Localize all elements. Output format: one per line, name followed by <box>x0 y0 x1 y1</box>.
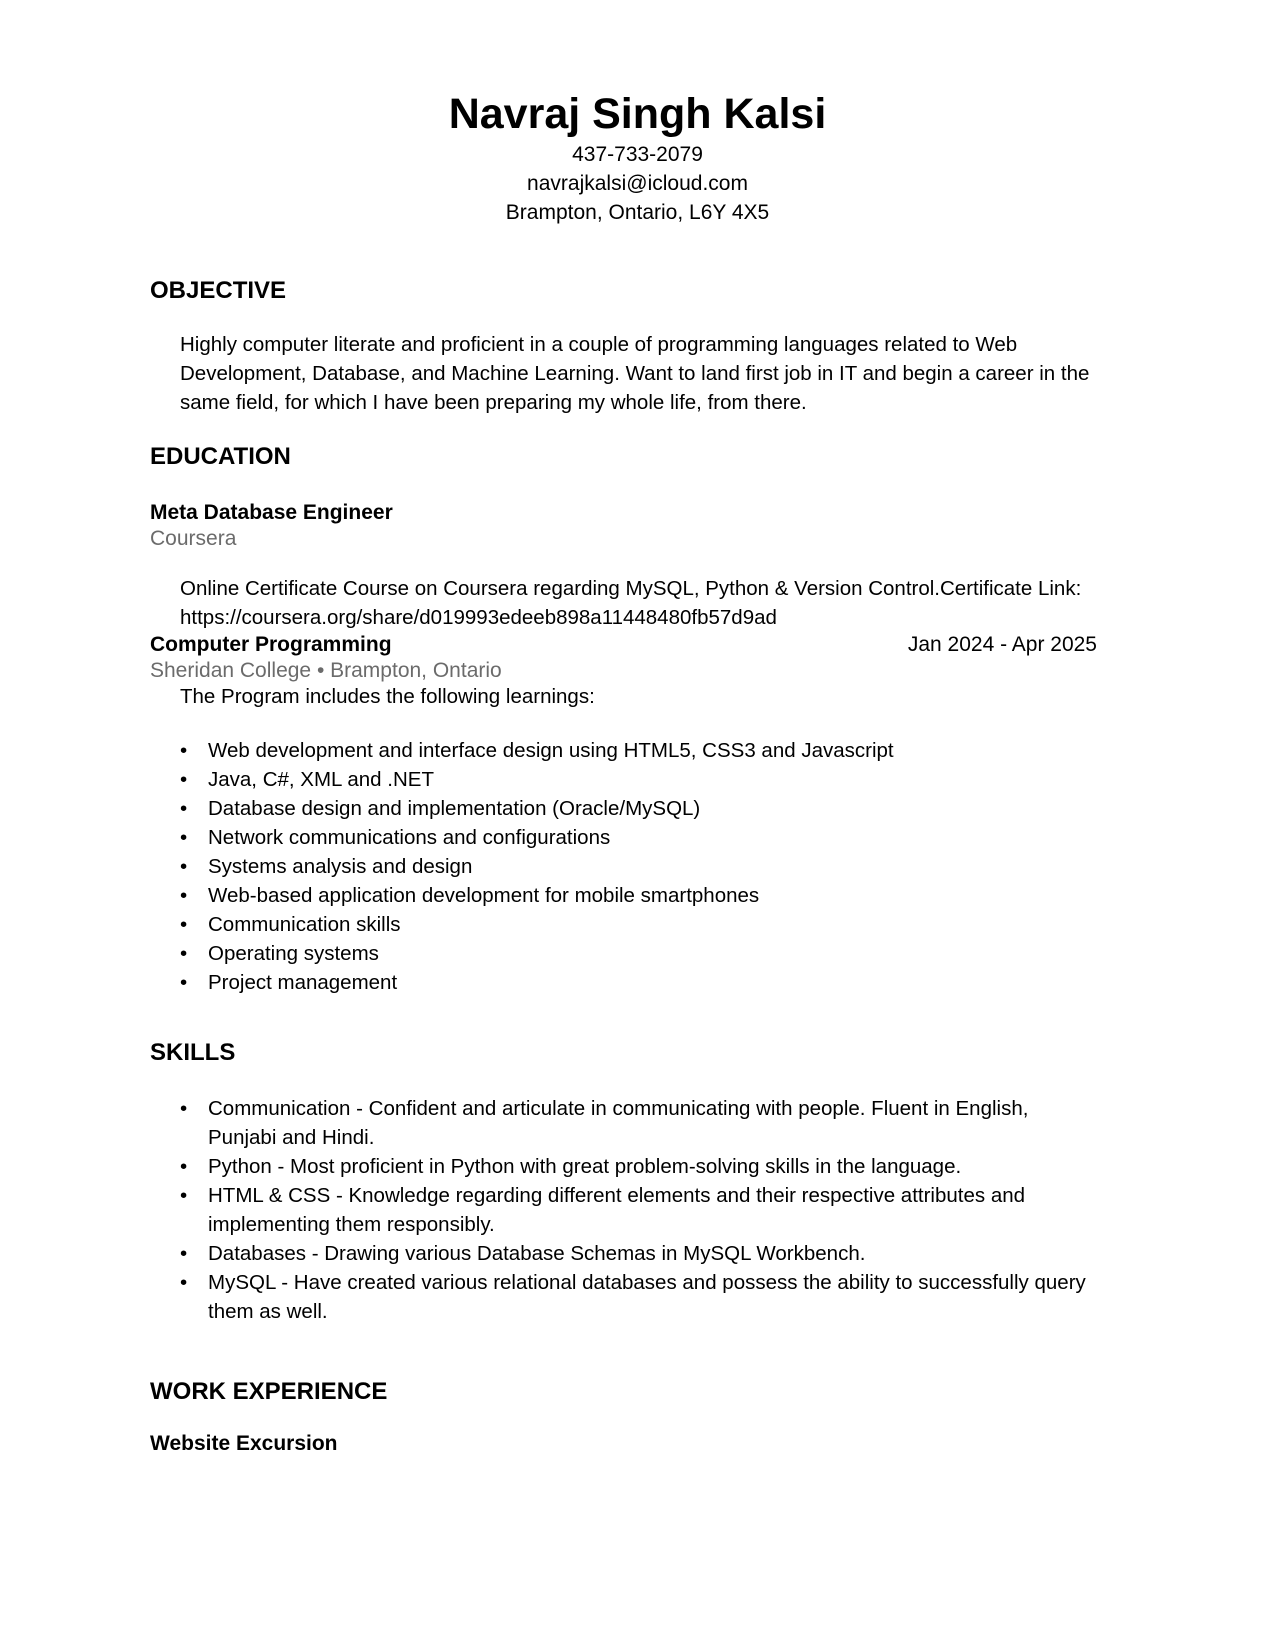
list-item: • Systems analysis and design <box>180 855 473 878</box>
entry-description: The Program includes the following learnings: <box>180 685 595 708</box>
list-item: • HTML & CSS - Knowledge regarding different elements and their respective attributes and implementing them responsibly. <box>180 1184 1026 1236</box>
education-entry-meta <box>150 500 1090 552</box>
location: Brampton, Ontario, L6Y 4X5 <box>505 201 770 224</box>
skills-list <box>180 1094 1100 1326</box>
list-item: • Communication - Confident and articulate in communicating with people. Fluent in English, Punjabi and Hindi. <box>180 1097 1029 1149</box>
email-address: navrajkalsi@icloud.com <box>527 172 748 195</box>
list-item: • Java, C#, XML and .NET <box>180 768 434 791</box>
list-item: • Operating systems <box>180 942 379 965</box>
program-learnings-list <box>180 736 1140 997</box>
list-item: • Network communications and configurations <box>180 826 611 849</box>
list-item: • Communication skills <box>180 913 401 936</box>
list-item: • Python - Most proficient in Python with great problem-solving skills in the language. <box>180 1155 962 1178</box>
entry-institution: Coursera <box>150 527 237 550</box>
list-item: • Web-based application development for mobile smartphones <box>180 884 760 907</box>
entry-title: Meta Database Engineer <box>150 501 393 524</box>
entry-institution: Sheridan College • Brampton, Ontario <box>150 659 502 682</box>
list-item: • Web development and interface design using HTML5, CSS3 and Javascript <box>180 739 894 762</box>
skills-heading: SKILLS <box>150 1039 236 1066</box>
education-heading: EDUCATION <box>150 443 291 470</box>
phone-number: 437-733-2079 <box>572 143 703 166</box>
entry-dates: Jan 2024 - Apr 2025 <box>907 633 1097 656</box>
resume-header <box>0 88 1275 227</box>
entry-description: Online Certificate Course on Coursera regarding MySQL, Python & Version Control.Certificate Link: https://coursera.org/share/d019993edeeb898a11448480fb57d9ad <box>180 577 1082 629</box>
list-item: • Databases - Drawing various Database Schemas in MySQL Workbench. <box>180 1242 866 1265</box>
list-item: • Database design and implementation (Oracle/MySQL) <box>180 797 701 820</box>
list-item: • Project management <box>180 971 398 994</box>
work-experience-heading: WORK EXPERIENCE <box>150 1378 388 1405</box>
candidate-name: Navraj Singh Kalsi <box>448 90 827 138</box>
objective-text: Highly computer literate and proficient in a couple of programming languages related to Web Development, Database, and Machine Learning. Want to land first job in IT and begin a career in the same field, for which I have been preparing my whole life, from there. <box>180 333 1090 414</box>
entry-title: Computer Programming <box>150 633 392 656</box>
entry-title: Website Excursion <box>150 1432 338 1455</box>
list-item: • MySQL - Have created various relational databases and possess the ability to successfully query them as well. <box>180 1271 1086 1323</box>
objective-heading: OBJECTIVE <box>150 277 287 304</box>
